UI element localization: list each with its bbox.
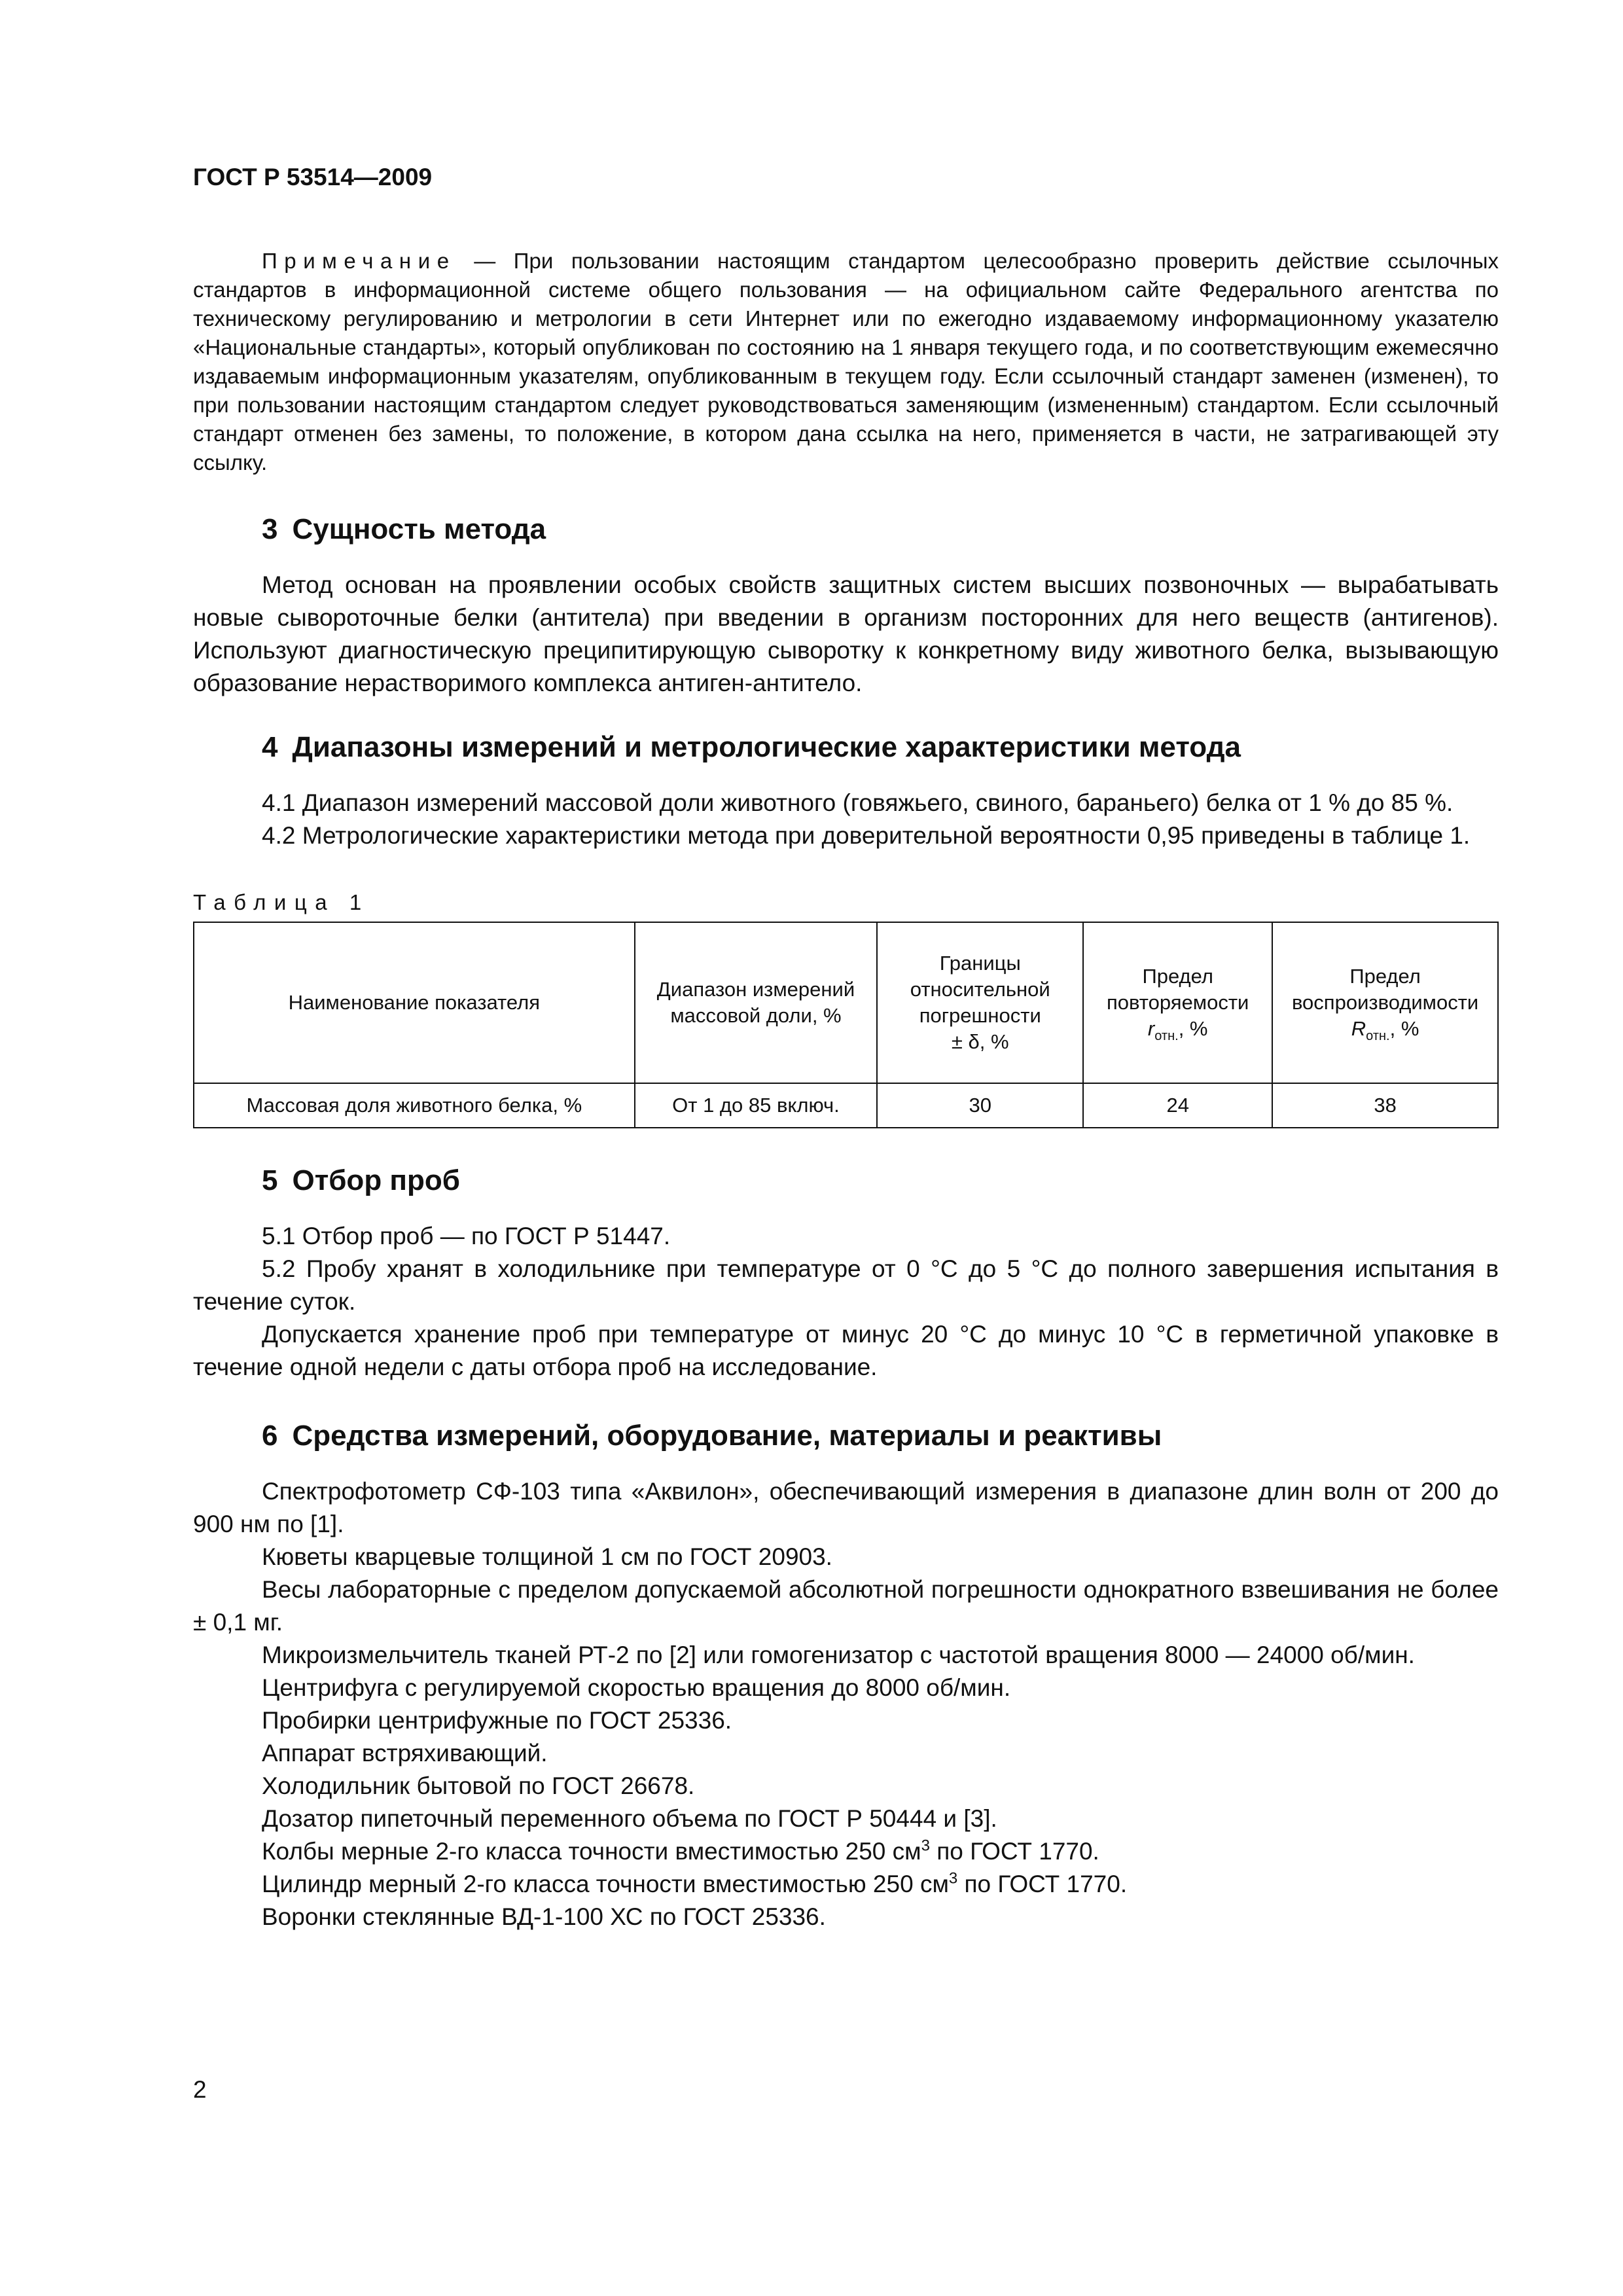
page-number: 2 bbox=[193, 2076, 207, 2103]
note-text: — При пользовании настоящим стандартом целесообразно проверить действие ссылочных стандартов в информационной системе общего пользования — на официальном сайте Федерального агентства по техническому регулированию и метрологии в сети Интернет или по ежегодно издаваемому информационному указателю «Национальные стандарты», который опубликован по состоянию на 1 января текущего года, и по соответствующим ежемесячно издаваемым информационным указателям, опубликованным в текущем году. Если ссылочный стандарт заменен (изменен), то при пользовании настоящим стандартом следует руководствоваться заменяющим (измененным) стандартом. Если ссылочный стандарт отменен без замены, то положение, в котором дана ссылка на него, применяется в части, не затрагивающей эту ссылку. bbox=[193, 249, 1499, 475]
header-r-sub: отн. bbox=[1154, 1029, 1179, 1044]
section-4-number: 4 bbox=[262, 731, 278, 763]
section-4-1-text: 4.1 Диапазон измерений массовой доли животного (говяжьего, свиного, бараньего) белка от 1 % до 85 %. bbox=[262, 789, 1454, 816]
cell-delta: 30 bbox=[877, 1083, 1083, 1128]
equipment-item: Кюветы кварцевые толщиной 1 см по ГОСТ 20903. bbox=[262, 1543, 832, 1570]
equipment-item: Холодильник бытовой по ГОСТ 26678. bbox=[262, 1772, 695, 1799]
header-R-symbol: R bbox=[1351, 1017, 1366, 1040]
header-error-label: Границы относительной погрешности bbox=[910, 952, 1050, 1027]
equipment-item-flasks bbox=[193, 1835, 1499, 1868]
table-header-row bbox=[194, 922, 1498, 1083]
equipment-item: Весы лабораторные с пределом допускаемой абсолютной погрешности однократного взвешивания не более ± 0,1 мг. bbox=[193, 1576, 1499, 1636]
equipment-item: Спектрофотометр СФ-103 типа «Аквилон», обеспечивающий измерения в диапазоне длин волн от 200 до 900 нм по [1]. bbox=[193, 1478, 1499, 1537]
section-5-storage-text: Допускается хранение проб при температуре от минус 20 °С до минус 10 °С в герметичной упаковке в течение одной недели с даты отбора проб на исследование. bbox=[193, 1321, 1499, 1380]
section-6-number: 6 bbox=[262, 1420, 278, 1452]
section-6-title: Средства измерений, оборудование, материалы и реактивы bbox=[292, 1420, 1162, 1452]
section-4-2-text: 4.2 Метрологические характеристики метода при доверительной вероятности 0,95 приведены в таблице 1. bbox=[262, 822, 1471, 849]
equipment-item-funnels: Воронки стеклянные ВД-1-100 ХС по ГОСТ 25336. bbox=[262, 1903, 826, 1930]
equipment-item: Аппарат встряхивающий. bbox=[262, 1740, 548, 1767]
table-row bbox=[194, 1083, 1498, 1128]
header-error-symbol: ± δ, % bbox=[951, 1030, 1009, 1053]
header-error-bounds bbox=[877, 922, 1083, 1083]
table-caption: Таблица 1 bbox=[193, 890, 370, 914]
header-indicator-name: Наименование показателя bbox=[194, 922, 635, 1083]
cell-name: Массовая доля животного белка, % bbox=[194, 1083, 635, 1128]
flask-superscript: 3 bbox=[921, 1837, 930, 1855]
section-3-text: Метод основан на проявлении особых свойств защитных систем высших позвоночных — вырабатывать новые сывороточные белки (антитела) при введении в организм посторонних для него веществ (антигенов). Используют диагностическую преципитирующую сыворотку к конкретному виду животного белка, вызывающую образование нерастворимого комплекса антиген-антитело. bbox=[193, 571, 1499, 696]
equipment-item: Микроизмельчитель тканей РТ-2 по [2] или гомогенизатор с частотой вращения 8000 — 24000 об/мин. bbox=[262, 1641, 1415, 1668]
cell-range: От 1 до 85 включ. bbox=[635, 1083, 878, 1128]
note-paragraph bbox=[193, 247, 1499, 477]
section-5-number: 5 bbox=[262, 1164, 278, 1196]
document-code: ГОСТ Р 53514—2009 bbox=[193, 164, 433, 190]
section-3-number: 3 bbox=[262, 513, 278, 545]
flask-text: Колбы мерные 2-го класса точности вместимостью 250 см bbox=[262, 1838, 921, 1865]
equipment-item: Пробирки центрифужные по ГОСТ 25336. bbox=[262, 1707, 732, 1734]
section-5-heading bbox=[193, 1164, 1499, 1197]
equipment-item: Центрифуга с регулируемой скоростью вращения до 8000 об/мин. bbox=[262, 1674, 1011, 1701]
header-r-unit: , % bbox=[1178, 1017, 1208, 1040]
header-repeatability-label: Предел повторяемости bbox=[1106, 965, 1249, 1014]
header-R-unit: , % bbox=[1389, 1017, 1419, 1040]
cell-r: 24 bbox=[1083, 1083, 1272, 1128]
section-6-heading bbox=[193, 1420, 1499, 1452]
section-5-1-text: 5.1 Отбор проб — по ГОСТ Р 51447. bbox=[262, 1223, 671, 1249]
section-5-title: Отбор проб bbox=[292, 1164, 460, 1196]
header-repeatability bbox=[1083, 922, 1272, 1083]
header-range: Диапазон измерений массовой доли, % bbox=[635, 922, 878, 1083]
header-R-sub: отн. bbox=[1366, 1029, 1390, 1044]
header-r-symbol: r bbox=[1147, 1017, 1155, 1040]
document-page bbox=[193, 164, 1499, 1933]
cell-R: 38 bbox=[1272, 1083, 1498, 1128]
cylinder-text-end: по ГОСТ 1770. bbox=[957, 1871, 1128, 1897]
section-4-title: Диапазоны измерений и метрологические характеристики метода bbox=[292, 731, 1241, 763]
metrology-table bbox=[193, 922, 1499, 1128]
equipment-item-cylinder bbox=[193, 1868, 1499, 1901]
header-reproducibility bbox=[1272, 922, 1498, 1083]
section-3-heading bbox=[193, 513, 1499, 546]
section-3-title: Сущность метода bbox=[292, 513, 546, 545]
section-4-heading bbox=[193, 731, 1499, 764]
header-reproducibility-label: Предел воспроизводимости bbox=[1291, 965, 1479, 1014]
cylinder-text: Цилиндр мерный 2-го класса точности вместимостью 250 см bbox=[262, 1871, 949, 1897]
note-label: Примечание bbox=[262, 249, 456, 273]
section-5-2-text: 5.2 Пробу хранят в холодильнике при температуре от 0 °С до 5 °С до полного завершения испытания в течение суток. bbox=[193, 1255, 1499, 1315]
equipment-item: Дозатор пипеточный переменного объема по ГОСТ Р 50444 и [3]. bbox=[262, 1805, 997, 1832]
cylinder-superscript: 3 bbox=[948, 1869, 958, 1888]
flask-text-end: по ГОСТ 1770. bbox=[929, 1838, 1099, 1865]
